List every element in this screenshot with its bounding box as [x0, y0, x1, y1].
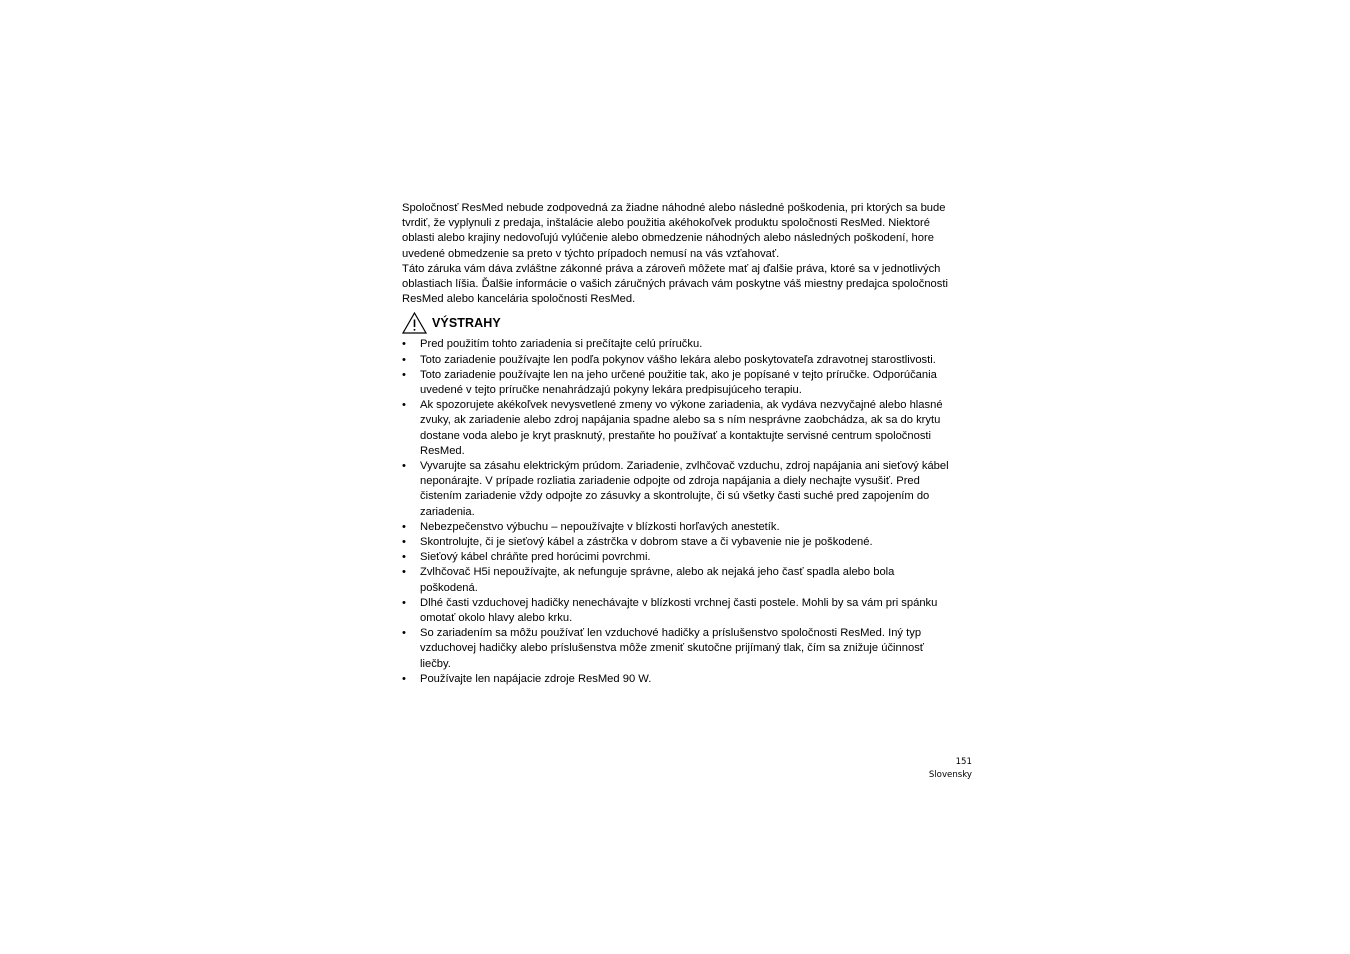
list-item: • So zariadením sa môžu používať len vzduchové hadičky a príslušenstvo spoločnosti ResMed. Iný typ vzduchovej hadičky alebo príslušenstva môže zmeniť skutočne prijímaný tlak, čím sa znižuje účinnosť liečby. [402, 627, 924, 670]
rights-paragraph: Táto záruka vám dáva zvláštne zákonné práva a zároveň môžete mať aj ďalšie práva, ktoré sa v jednotlivých oblastiach líšia. Ďalšie informácie o vašich záručných právach vám poskytne váš miestny predajca spoločnosti ResMed alebo kancelária spoločnosti ResMed. [402, 262, 948, 306]
page-body [402, 201, 950, 687]
list-item: • Používajte len napájacie zdroje ResMed 90 W. [402, 672, 652, 685]
list-item: • Sieťový kábel chráňte pred horúcimi povrchmi. [402, 551, 651, 564]
list-item: • Toto zariadenie používajte len podľa pokynov vášho lekára alebo poskytovateľa zdravotnej starostlivosti. [402, 353, 936, 366]
warnings-heading [402, 312, 950, 334]
page-footer [880, 756, 972, 782]
footer-language: Slovensky [928, 770, 972, 780]
warnings-list [402, 337, 950, 687]
list-item: • Zvlhčovač H5i nepoužívajte, ak nefunguje správne, alebo ak nejaká jeho časť spadla alebo bola poškodená. [402, 566, 895, 594]
list-item: • Ak spozorujete akékoľvek nevysvetlené zmeny vo výkone zariadenia, ak vydáva nezvyčajné alebo hlasné zvuky, ak zariadenie alebo zdroj napájania spadne alebo sa s ním nesprávne zaobchádza, ak sa do krytu dostane voda alebo je kryt prasknutý, prestaňte ho používať a kontaktujte servisné centrum spoločnosti ResMed. [402, 399, 943, 457]
warning-triangle-icon [402, 312, 427, 334]
list-item: • Pred použitím tohto zariadenia si prečítajte celú príručku. [402, 338, 703, 351]
warnings-title: VÝSTRAHY [432, 315, 501, 330]
list-item: • Nebezpečenstvo výbuchu – nepoužívajte v blízkosti horľavých anestetík. [402, 520, 780, 533]
page-number: 151 [955, 757, 972, 767]
list-item: • Toto zariadenie používajte len na jeho určené použitie tak, ako je popísané v tejto príručke. Odporúčania uvedené v tejto príručke nenahrádzajú pokyny lekára predpisujúceho terapiu. [402, 368, 937, 397]
list-item: • Vyvarujte sa zásahu elektrickým prúdom. Zariadenie, zvlhčovač vzduchu, zdroj napájania ani sieťový kábel neponárajte. V prípade rozliatia zariadenie odpojte od zdroja napájania a diely nechajte vysušiť. Pred čistením zariadenie vždy odpojte zo zásuvky a skontrolujte, či sú všetky časti suché pred zapojením do zariadenia. [402, 460, 949, 518]
list-item: • Dlhé časti vzduchovej hadičky nenechávajte v blízkosti vrchnej časti postele. Mohli by sa vám pri spánku omotať okolo hlavy alebo krku. [402, 596, 938, 625]
list-item: • Skontrolujte, či je sieťový kábel a zástrčka v dobrom stave a či vybavenie nie je poškodené. [402, 536, 873, 549]
liability-paragraph: Spoločnosť ResMed nebude zodpovedná za žiadne náhodné alebo následné poškodenia, pri ktorých sa bude tvrdiť, že vyplynuli z predaja, inštalácie alebo použitia akéhokoľvek produktu spoločnosti ResMed. Niektoré oblasti alebo krajiny nedovoľujú vylúčenie alebo obmedzenie náhodných alebo následných poškodení, hore uvedené obmedzenie sa preto v týchto prípadoch nemusí na vás vzťahovať. [402, 202, 946, 260]
